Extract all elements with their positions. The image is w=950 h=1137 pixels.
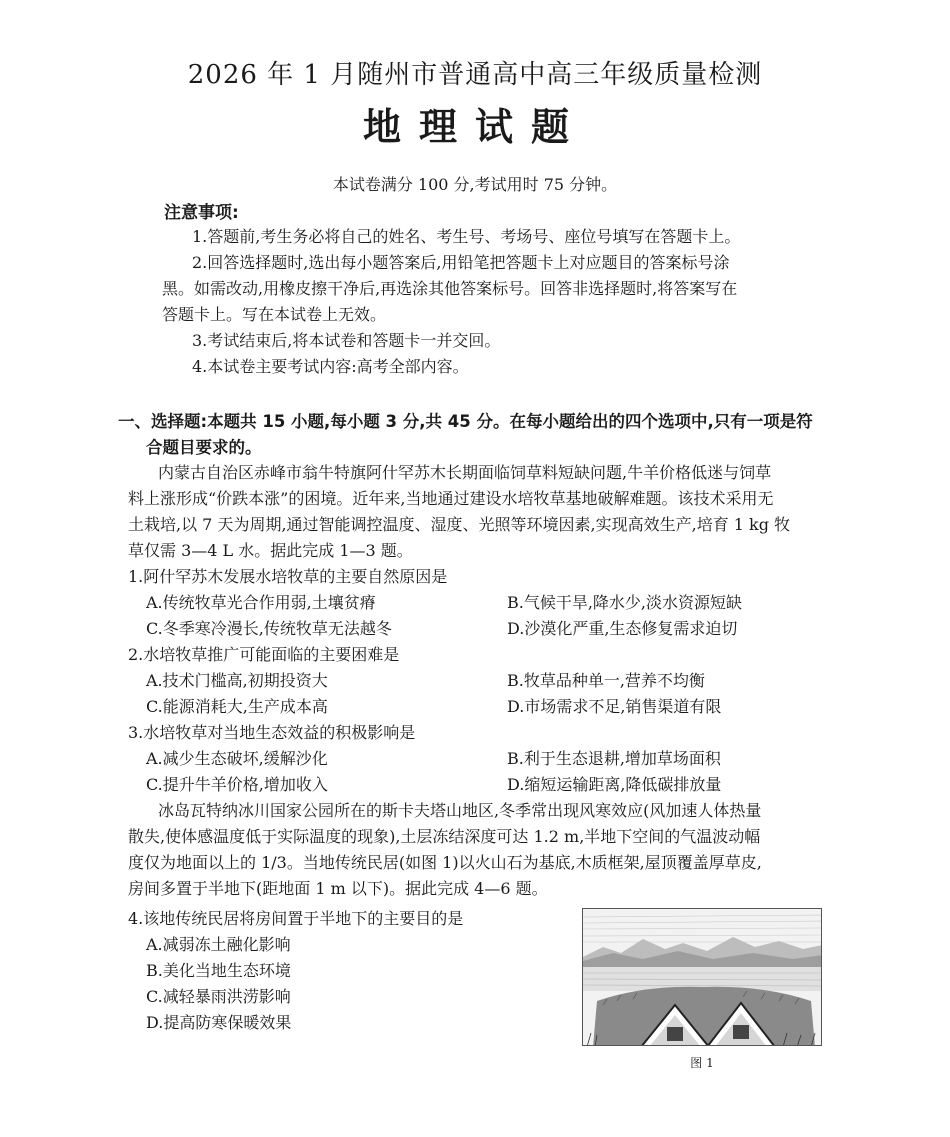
passage-line: 料上涨形成“价跌本涨”的困境。近年来,当地通过建设水培牧草基地破解难题。该技术采用无: [128, 489, 774, 508]
notice-title: 注意事项:: [164, 203, 239, 223]
question-stem: 1.阿什罕苏木发展水培牧草的主要自然原因是: [128, 567, 448, 586]
option-b: B.气候干旱,降水少,淡水资源短缺: [507, 593, 743, 612]
passage-line: 草仅需 3—4 L 水。据此完成 1—3 题。: [128, 541, 413, 560]
option-b: B.美化当地生态环境: [146, 961, 291, 980]
option-a: A.技术门槛高,初期投资大: [146, 671, 328, 690]
subject-title: 地理试题: [362, 105, 587, 149]
figure-caption: 图 1: [690, 1056, 714, 1070]
option-a: A.减弱冻土融化影响: [146, 935, 291, 954]
notice-line: 1.答题前,考生务必将自己的姓名、考生号、考场号、座位号填写在答题卡上。: [192, 227, 741, 246]
passage-line: 房间多置于半地下(距地面 1 m 以下)。据此完成 4—6 题。: [128, 879, 548, 898]
exam-intro: 本试卷满分 100 分,考试用时 75 分钟。: [332, 175, 618, 194]
option-b: B.利于生态退耕,增加草场面积: [507, 749, 721, 768]
section-heading: 一、选择题:本题共 15 小题,每小题 3 分,共 45 分。在每小题给出的四个选项中,只有一项是符: [118, 412, 813, 431]
notice-line: 3.考试结束后,将本试卷和答题卡一并交回。: [192, 331, 501, 350]
passage-line: 散失,使体感温度低于实际温度的现象),土层冻结深度可达 1.2 m,半地下空间的气温波动幅: [128, 827, 761, 846]
notice-line: 2.回答选择题时,选出每小题答案后,用铅笔把答题卡上对应题目的答案标号涂: [192, 253, 730, 272]
notice-line: 4.本试卷主要考试内容:高考全部内容。: [192, 357, 469, 376]
question-stem: 4.该地传统民居将房间置于半地下的主要目的是: [128, 909, 464, 928]
section-heading-cont: 合题目要求的。: [146, 438, 262, 457]
passage-line: 土栽培,以 7 天为周期,通过智能调控温度、湿度、光照等环境因素,实现高效生产,培育 1 kg 牧: [128, 515, 791, 534]
option-a: A.传统牧草光合作用弱,土壤贫瘠: [146, 593, 376, 612]
option-c: C.减轻暴雨洪涝影响: [146, 987, 291, 1006]
figure-turf-house-illustration: [582, 908, 822, 1046]
option-c: C.提升牛羊价格,增加收入: [146, 775, 328, 794]
option-c: C.能源消耗大,生产成本高: [146, 697, 328, 716]
option-d: D.沙漠化严重,生态修复需求迫切: [507, 619, 738, 638]
notice-line: 答题卡上。写在本试卷上无效。: [162, 305, 387, 324]
passage-line: 内蒙古自治区赤峰市翁牛特旗阿什罕苏木长期面临饲草料短缺问题,牛羊价格低迷与饲草: [158, 463, 772, 482]
option-d: D.缩短运输距离,降低碳排放量: [507, 775, 722, 794]
passage-line: 冰岛瓦特纳冰川国家公园所在的斯卡夫塔山地区,冬季常出现风寒效应(风加速人体热量: [158, 801, 762, 820]
exam-title: 2026 年 1 月随州市普通高中高三年级质量检测: [187, 60, 763, 90]
notice-line: 黑。如需改动,用橡皮擦干净后,再选涂其他答案标号。回答非选择题时,将答案写在: [162, 279, 738, 298]
passage-line: 度仅为地面以上的 1/3。当地传统民居(如图 1)以火山石为基底,木质框架,屋顶覆盖厚草皮,: [128, 853, 762, 872]
question-stem: 2.水培牧草推广可能面临的主要困难是: [128, 645, 400, 664]
option-a: A.减少生态破坏,缓解沙化: [146, 749, 328, 768]
option-c: C.冬季寒冷漫长,传统牧草无法越冬: [146, 619, 392, 638]
option-d: D.市场需求不足,销售渠道有限: [507, 697, 722, 716]
turf-house-drawing: [583, 909, 822, 1046]
question-stem: 3.水培牧草对当地生态效益的积极影响是: [128, 723, 416, 742]
option-b: B.牧草品种单一,营养不均衡: [507, 671, 705, 690]
option-d: D.提高防寒保暖效果: [146, 1013, 292, 1032]
